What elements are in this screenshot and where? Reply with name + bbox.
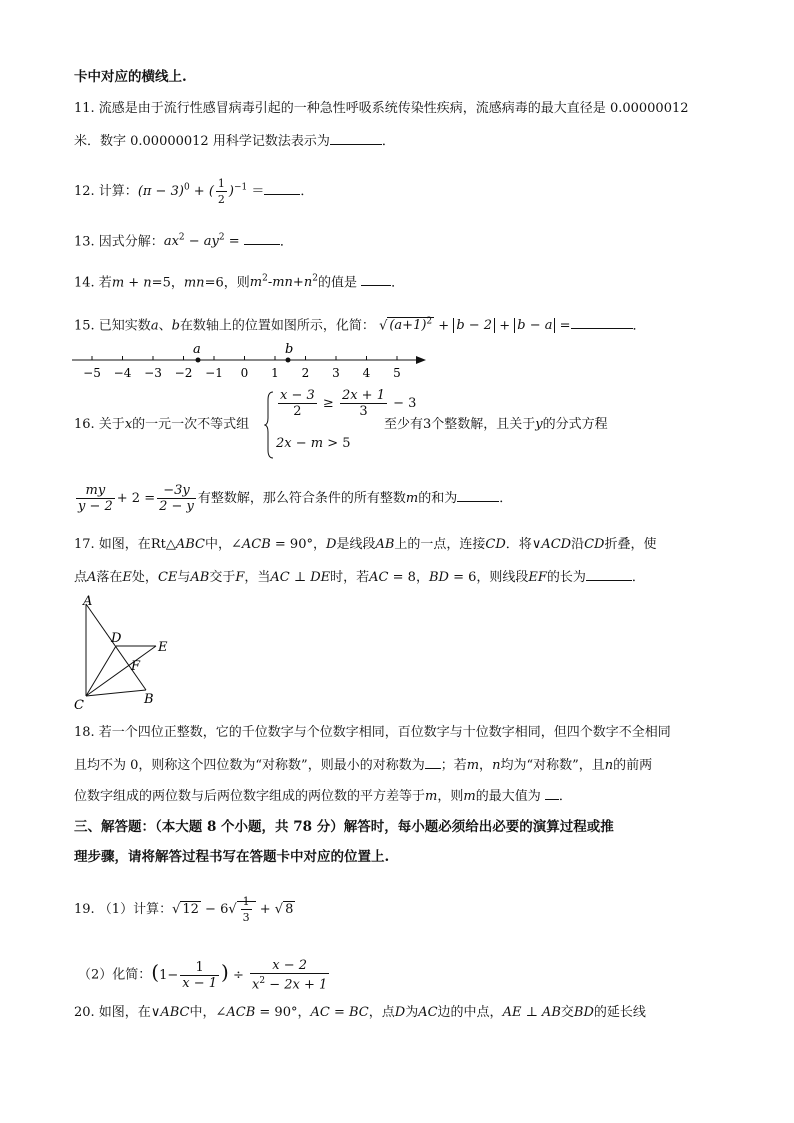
question-16-line-1-tail: [384, 416, 608, 434]
text: 位数字组成的两位数与后两位数字组成的两位数的平方差等于: [74, 789, 426, 804]
tick-label: −4: [113, 366, 132, 380]
math-expr: AB: [375, 537, 395, 552]
text: 中，: [189, 1005, 216, 1020]
math-expr: ∨ABC: [150, 1005, 190, 1020]
math-expr: CD: [485, 537, 506, 552]
tick-label: −3: [144, 366, 162, 380]
number-line: [70, 340, 430, 382]
text: ，: [312, 537, 326, 552]
math-expr: F: [235, 570, 245, 585]
answer-blank-18a: [425, 756, 441, 769]
text: 19. （1）计算：: [74, 902, 173, 917]
question-18-line-3: [74, 787, 572, 806]
math-expr: ∠ACB = 90°: [230, 537, 313, 552]
question-15-prefix: 15. 已知实数: [74, 318, 151, 334]
answer-blank-14: [361, 273, 391, 286]
text: ；若: [440, 758, 467, 773]
math-expr: E: [122, 570, 132, 585]
math-expr: D: [394, 1005, 406, 1020]
text: 交于: [209, 570, 236, 585]
text: 落在: [96, 570, 123, 585]
tick-label: 3: [332, 366, 340, 380]
section-instruction-end: 卡中对应的横线上.: [74, 69, 187, 85]
text: 是线段: [336, 537, 376, 552]
answer-blank-17: [586, 568, 632, 581]
text: 边的中点，: [437, 1005, 503, 1020]
math-expr: D: [326, 537, 337, 552]
point-a: [196, 358, 201, 363]
question-12-expression: $(\pi - 3)^0$ + ( $\frac{1}{2}$ )$^{-1}$ ＝: [137, 177, 265, 206]
question-20: [74, 1004, 646, 1022]
text: 交: [560, 1005, 574, 1020]
answer-blank-18b: [545, 787, 559, 800]
math-expr: mn=6: [183, 275, 224, 291]
tick-label: 0: [240, 366, 249, 380]
text: ．将: [505, 537, 532, 552]
text: ，当: [244, 570, 271, 585]
text: 在数轴上的位置如图所示，化简：: [179, 318, 375, 334]
period: ．: [499, 491, 513, 506]
period: ．: [632, 318, 646, 334]
fractional-equation: $\frac{my}{y - 2}$ + 2 = $\frac{-3y}{2 - y}$: [78, 483, 194, 514]
math-expr: A: [87, 570, 97, 585]
question-12-prefix: 12. 计算：: [74, 184, 138, 199]
question-18-line-2: [74, 756, 652, 775]
math-expr: ∠ACB = 90°: [215, 1005, 298, 1020]
var-m: m: [425, 789, 438, 804]
text: 至少有3个整数解，且关于: [384, 417, 536, 432]
math-expr: m + n=5: [111, 275, 171, 291]
text: 折叠，使: [604, 537, 657, 552]
answer-blank-11: [330, 132, 382, 145]
math-expr: CE: [157, 570, 178, 585]
segment-cd: [86, 646, 116, 696]
math-expr: BD: [573, 1005, 594, 1020]
segment-cb: [86, 690, 146, 696]
tick-label: 5: [393, 366, 401, 380]
question-11-line-2: [74, 132, 395, 151]
text: ，: [479, 758, 493, 773]
text: 处，: [131, 570, 158, 585]
question-13-prefix: 13. 因式分解：: [74, 234, 164, 250]
text: ，点: [368, 1005, 395, 1020]
period: ．: [558, 789, 572, 804]
tick-label: −5: [83, 366, 101, 380]
question-15: [74, 313, 646, 335]
text: 的最大值为: [475, 789, 541, 804]
period: ．: [391, 275, 405, 291]
question-16-line-2: [74, 480, 512, 518]
question-19-expression-1: √ 12 − 6√ $\frac{1}{3}$ + √ 8: [172, 895, 294, 924]
var-n: n: [492, 758, 501, 773]
question-14: [74, 270, 404, 292]
tick-label: −2: [174, 366, 193, 380]
var-a: a: [150, 318, 159, 334]
var-b: b: [171, 318, 180, 334]
var-x: x: [124, 417, 133, 432]
question-11-text: 米．数字 0.00000012 用科学记数法表示为: [74, 134, 330, 149]
question-13: [74, 229, 293, 251]
question-13-expression: $ax^2 - ay^2$ =: [163, 233, 240, 250]
question-16-prefix: 16. 关于: [74, 417, 125, 432]
question-19-part-2: [78, 958, 331, 992]
label-b: B: [144, 692, 154, 707]
math-expr: AC: [418, 1005, 438, 1020]
answer-blank-16: [457, 489, 499, 502]
question-19-expression-2: (1− $\frac{1}{x - 1}$ ) ÷ $\frac{x - 2}{x^2 - 2x + 1}$: [151, 958, 328, 993]
text: 点: [74, 570, 88, 585]
text: 的前两: [613, 758, 653, 773]
label-a: A: [83, 594, 93, 609]
answer-blank-12: [264, 182, 300, 195]
section-3-heading-line-2: 理步骤，请将解答过程书写在答题卡中对应的位置上.: [74, 849, 390, 865]
var-y: y: [535, 417, 543, 432]
math-expr: CD: [584, 537, 605, 552]
question-14-prefix: 14. 若: [74, 275, 112, 291]
text: 有整数解，那么符合条件的所有整数: [197, 491, 406, 506]
question-11-line-1: 11. 流感是由于流行性感冒病毒引起的一种急性呼吸系统传染性疾病，流感病毒的最大直径是 0.00000012: [74, 101, 689, 116]
var-m: m: [405, 491, 419, 506]
math-expr: ∨ACD: [531, 537, 572, 552]
text: 的和为: [418, 491, 458, 506]
text: 沿: [571, 537, 585, 552]
var-m: m: [463, 789, 476, 804]
math-expr: $m^2-mn+n^2$: [249, 274, 318, 291]
section-3-heading-line-1: 三、解答题：（本大题 8 个小题，共 78 分）解答时，每小题必须给出必要的演算过程或推: [74, 819, 614, 835]
math-expr: AC ⊥ DE: [270, 570, 331, 585]
var-n: n: [604, 758, 614, 773]
text: ，则线段: [476, 570, 529, 585]
tick-label: 1: [271, 366, 279, 380]
text: 的长为: [546, 570, 586, 585]
segment-ab: [86, 604, 146, 690]
text: 均为“对称数”，且: [500, 758, 605, 773]
text: ，则: [437, 789, 464, 804]
math-expr: EF: [528, 570, 547, 585]
question-17-line-1: [74, 536, 657, 554]
figure-17: [74, 590, 184, 714]
text: 为: [405, 1005, 419, 1020]
math-expr: BD = 6: [428, 570, 477, 585]
point-b-label: b: [285, 342, 294, 357]
text: 上的一点，连接: [394, 537, 486, 552]
brace: [264, 390, 274, 460]
math-expr: AB: [190, 570, 210, 585]
math-expr: AE ⊥ AB: [502, 1005, 561, 1020]
text: 20. 如图，在: [74, 1005, 151, 1020]
period: ．: [279, 234, 293, 250]
math-expr: Rt△ABC: [150, 537, 205, 552]
var-m: m: [466, 758, 480, 773]
text: 且均不为 0，则称这个四位数为“对称数”，则最小的对称数为: [74, 758, 425, 773]
text: 的一元一次不等式组: [132, 417, 250, 432]
text: ，: [415, 570, 429, 585]
text: ，则: [223, 275, 250, 291]
tick-label: 4: [362, 366, 371, 380]
question-18-line-1: 18. 若一个四位正整数，它的千位数字与个位数字相同，百位数字与十位数字相同，但四个数字不全相同: [74, 725, 671, 740]
inequality-1: $\frac{x - 3}{2}$ ≥ $\frac{2x + 1}{3}$ − 3: [280, 388, 417, 419]
text: 的分式方程: [542, 417, 608, 432]
text: （2）化简：: [78, 967, 152, 983]
label-d: D: [111, 631, 122, 646]
label-e: E: [158, 640, 168, 655]
tick-label: 2: [301, 366, 310, 380]
math-expr: AC = BC: [310, 1005, 369, 1020]
point-a-label: a: [193, 342, 201, 357]
answer-blank-13: [244, 232, 280, 245]
tick-label: −1: [205, 366, 223, 380]
question-16-line-1: [74, 416, 249, 434]
question-15-expression: √ $(a+1)^2 + b - 2 + b - a$ =: [374, 317, 571, 334]
question-19-part-1: [74, 894, 295, 925]
question-12: [74, 176, 313, 207]
comma: ，: [170, 275, 184, 291]
text: ，: [297, 1005, 311, 1020]
period: ．: [300, 184, 314, 199]
text: 时，若: [330, 570, 370, 585]
text: 17. 如图，在: [74, 537, 151, 552]
text: 的值是: [317, 275, 357, 291]
answer-blank-15: [571, 316, 633, 329]
point-b: [286, 358, 291, 363]
inequality-2: 2x − m > 5: [276, 436, 351, 451]
period: ．: [631, 570, 645, 585]
text: 的延长线: [593, 1005, 646, 1020]
question-17-line-2: [74, 568, 645, 587]
separator: 、: [158, 318, 172, 334]
number-line-arrow: [416, 356, 426, 364]
math-expr: AC = 8: [369, 570, 416, 585]
text: 中，: [204, 537, 231, 552]
period: ．: [381, 134, 395, 149]
label-f: F: [131, 659, 141, 674]
label-c: C: [74, 698, 84, 713]
text: 与: [177, 570, 191, 585]
